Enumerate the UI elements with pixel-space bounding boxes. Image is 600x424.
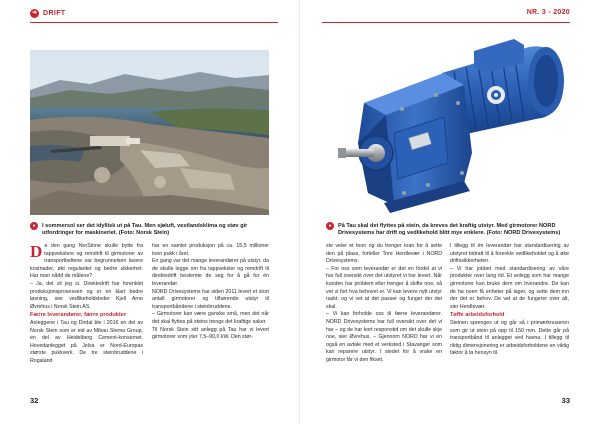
right-page [300, 0, 600, 424]
photo-caption [30, 223, 270, 237]
caption-text: På Tau skal det flyttes på stein, da kreves det kraftig utstyr. Med girmotorer NORD Drivesystems har drift og vedlikehold blitt mye enklere. (Foto: NORD Drivesystems) [338, 223, 561, 237]
paragraph: Steinen sprenges ut og går så i primærknuseren som gir ut stein på opp til 150 mm. Dette går på transportbånd til anlegget ved havna. I tillegg til riktig dimensjonering er arbeidsforholdene en viktig faktor å ta hensyn til. [450, 319, 569, 357]
article-column-2 [152, 243, 269, 342]
paragraph: – Ja, det vil jeg si. Direktedrift har forenklet produksjonsprosessen og er en klart bedre løsning, sier vedlikeholdsleder Kjell Arne Øvrehus i Norsk Stein AS. [30, 280, 143, 310]
gear-motor-photo [324, 33, 576, 218]
page-number: 32 [30, 396, 39, 405]
camera-icon: ● [326, 222, 334, 230]
header-rule [322, 22, 570, 23]
paragraph: – Vi kan forholde oss til færre leverandører. NORD Drivesystems har full oversikt over det vi har – og de har kort responstid om det skulle skje noe, sier Øvrehus. – Gjennom NORD har vi en også en avtale med et verksted i Stavanger som kan reparere utstyr. I stedet for å vrake en girmotor får vi den fikset. [326, 311, 442, 363]
paragraph: ste veier et tonn og du trenger kran for å sette den på plass, forteller Tore Herdlevær i NORD Drivesystems. [326, 243, 442, 265]
paragraph: Til Norsk Stein sitt anlegg på Tau har vi levert girmotorer som yter 7,5–90,0 kW. Den stør- [152, 326, 269, 341]
article-column-3 [326, 243, 442, 365]
caption-text: I sommersol ser det idyllisk ut på Tau. Men sjøluft, vestlandsklima og støv gir utfordringer for maskineriet. (Foto: Norsk Stein) [42, 223, 248, 237]
section-header [30, 9, 66, 18]
paragraph: – Vi har jobbet med standardisering av våre produkter over lang tid. Et anlegg som har mange girmotorer kan bruke dem om hverandre. De kan de ha noen få enheter på lager, og sette dem inn der det er behov. De vet at de fungerer over alt, sier Herdlevær. [450, 265, 569, 310]
paragraph: En gang var det mange leverandører på utstyr, da de skulle legge om fra tappveksler og remdrift til direktedrift bestemte de seg for å gå for én leverandør. [152, 258, 269, 287]
subheading: Færre leverandører, færre produkter [30, 312, 127, 319]
arrow-right-icon: ➜ [31, 10, 38, 16]
drop-cap: D [30, 242, 43, 261]
section-title: DRIFT [43, 10, 66, 17]
aerial-quarry-photo [30, 50, 269, 215]
paragraph: – For oss som leverandør er det en fordel at vi har full oversikt over det utstyret vi har levert. Når kunden har problem eller trenger å skifte noe, så vet vi fort hva behovet er. Vi kan levere nytt utstyr raskt, og vi vet at det passer og funger der det skal. [326, 265, 442, 310]
paragraph: Anleggene i Tau og Dirdal ble i 2016 en del av Norsk Stein som er eid av Mibau Stema Group, en del av Heidelberg Cement-konsernet. Hovedanlegget på Jelsa er Nord-Europas største pukkverk. De tre steinbruddene i Rogaland [30, 319, 143, 364]
issue-number: NR. 3 - 2020 [526, 9, 570, 16]
article-column-4 [450, 243, 569, 358]
paragraph: a den gang NorStone skulle bytte fra tappvekslere og remdrift til girmotorer av transportbeltene var begrunnelsen lavere kostnader, økt regularitet og bedre sikkerhet. Har man nådd de målene? [30, 243, 143, 280]
article-column-1 [30, 243, 143, 366]
paragraph: har en samlet produksjon på ca. 15,5 millioner tonn pukk i året. [152, 243, 269, 257]
page-number: 33 [561, 396, 570, 405]
header-rule [30, 22, 278, 23]
camera-icon: ● [30, 222, 38, 230]
paragraph: NORD Drivesystems har siden 2011 levert et stort antall girmotorer og tilhørende utstyr til transportbåndene i steinbruddene. [152, 288, 269, 310]
photo-caption [326, 223, 572, 237]
paragraph: – Girmotorer kan være ganske små, men det når det skal flyttes på steins trengs det kraftige saker. [152, 311, 269, 325]
subheading: Tøffe arbeidsforhold [450, 312, 505, 319]
paragraph: I tillegg til én leverandør har standardisering av utstyret bidratt til å forenkle vedlikeholdet og å øke driftssikkerheten. [450, 243, 569, 265]
